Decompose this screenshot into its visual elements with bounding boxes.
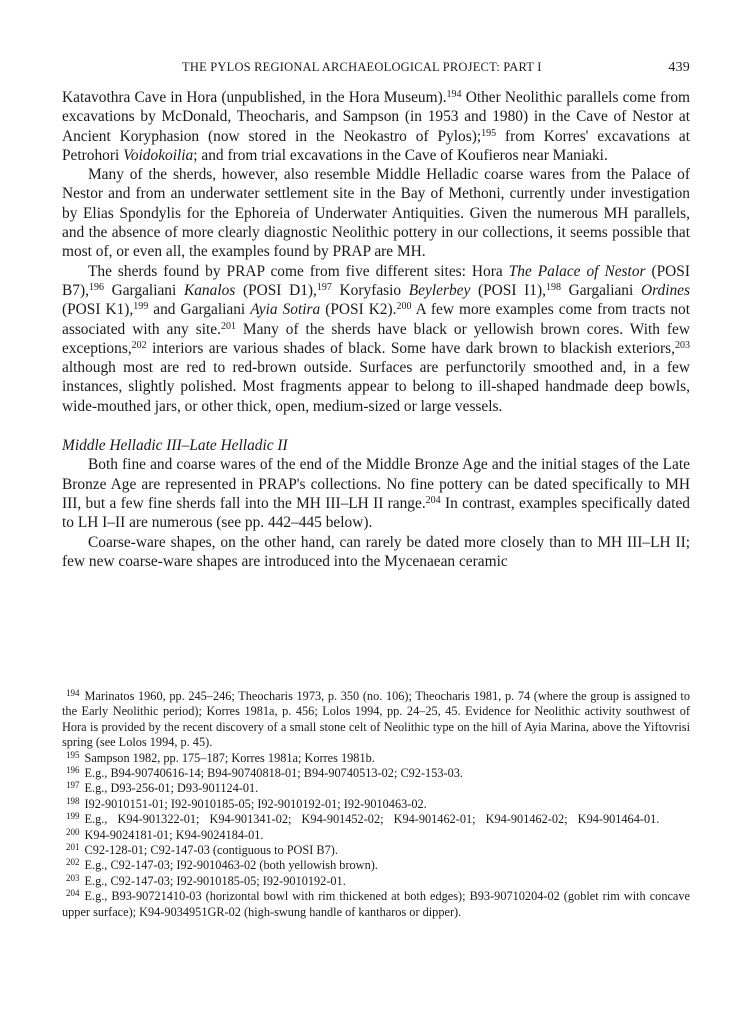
- paragraph: [62, 262, 690, 416]
- footnote-reference: 201: [220, 320, 236, 332]
- footnote-201: [62, 843, 690, 858]
- footnote-text: I92-9010151-01; I92-9010185-05; I92-9010192-01; I92-9010463-02.: [84, 796, 427, 811]
- text-run: Coarse-ware shapes, on the other hand, can rarely be dated more closely than to MH III–LH II; few new coarse-ware shapes are introduced into the Mycenaean ceramic: [62, 533, 690, 570]
- text-run: ; and from trial excavations in the Cave of Koufieros near Maniaki.: [193, 146, 608, 164]
- footnote-number: 194: [66, 688, 80, 698]
- footnote-number: 203: [66, 872, 80, 883]
- footnotes: [62, 689, 690, 920]
- text-run: Many of the sherds, however, also resemble Middle Helladic coarse wares from the Palace of Nestor and from an underwater settlement site in the Bay of Methoni, currently under investigation by Elias Spondylis for the Ephoreia of Underwater Antiquities. Given the numerous MH parallels, and the absence of more clearly diagnostic Neolithic pottery in our collections, it seems possible that most of, or even all, the examples found by PRAP are MH.: [62, 166, 690, 261]
- running-header: [62, 60, 690, 80]
- footnote-text: Marinatos 1960, pp. 245–246; Theocharis 1973, p. 350 (no. 106); Theocharis 1981, p. 74 (where the group is assigned to the Early Neolithic period); Korres 1981a, p. 456; Lolos 1994, pp. 24–25, 45. Evidence for Neolithic activity southwest of Hora is provided by the recent discovery of a small stone celt of Neolithic type on the hill of Ayia Marina, above the Yiftovrisi spring (see Lolos 1994, p. 45).: [62, 689, 690, 750]
- footnote-number: 202: [66, 857, 80, 868]
- text-run: Koryfasio: [331, 281, 409, 299]
- footnote-number: 199: [66, 811, 80, 822]
- footnote-202: [62, 858, 690, 873]
- footnote-198: [62, 797, 690, 812]
- italic-term: Voidokoilia: [123, 146, 194, 164]
- footnote-text: Sampson 1982, pp. 175–187; Korres 1981a; Korres 1981b.: [84, 750, 375, 765]
- text-run: A few more examples come from tracts not associated with any site.: [62, 301, 690, 338]
- footnote-text: E.g., B93-90721410-03 (horizontal bowl with rim thickened at both edges); B93-90710204-02 (goblet rim with concave upper surface); K94-9034951GR-02 (high-swung handle of kantharos or dipper).: [62, 889, 690, 919]
- paragraph: [62, 455, 690, 532]
- footnote-196: [62, 766, 690, 781]
- footnote-text: K94-9024181-01; K94-9024184-01.: [84, 827, 264, 842]
- footnote-number: 201: [66, 842, 80, 853]
- footnote-reference: 194: [446, 89, 462, 100]
- footnote-reference: 203: [675, 339, 690, 351]
- main-text: [62, 88, 690, 571]
- text-run: Other Neolithic parallels come from excavations by McDonald, Theocharis, and Sampson (in 1953 and 1980) in the Cave of Nestor at Ancient Koryphasion (now stored in the Neokastro of Pylos);: [62, 89, 690, 145]
- paragraph: [62, 88, 690, 165]
- footnote-reference: 199: [133, 301, 149, 313]
- footnote-reference: 204: [425, 494, 441, 506]
- italic-term: The Palace of Nestor: [508, 262, 646, 280]
- text-run: interiors are various shades of black. Some have dark brown to blackish exteriors,: [146, 339, 675, 357]
- footnote-number: 204: [66, 888, 80, 899]
- paragraph-group-1: [62, 88, 690, 416]
- footnote-204: [62, 889, 690, 920]
- footnote-197: [62, 781, 690, 796]
- footnote-number: 196: [66, 765, 80, 776]
- footnote-reference: 200: [396, 301, 412, 313]
- text-run: Gargaliani: [103, 281, 184, 299]
- footnote-text: C92-128-01; C92-147-03 (contiguous to POSI B7).: [84, 843, 338, 858]
- text-run: (POSI K2).: [320, 301, 397, 319]
- italic-term: Kanalos: [183, 281, 236, 299]
- footnote-text: E.g., K94-901322-01; K94-901341-02; K94-901452-02; K94-901462-01; K94-901462-02; K94-901464-01.: [84, 812, 660, 827]
- footnote-text: E.g., B94-90740616-14; B94-90740818-01; B94-90740513-02; C92-153-03.: [84, 766, 463, 781]
- footnote-text: E.g., C92-147-03; I92-9010463-02 (both yellowish brown).: [84, 858, 378, 873]
- text-run: (POSI B7),: [62, 262, 690, 299]
- text-run: Both fine and coarse wares of the end of the Middle Bronze Age and the initial stages of the Late Bronze Age are represented in PRAP's collections. No fine pottery can be dated specifically to MH III, but a few fine sherds fall into the MH III–LH II range.: [62, 456, 690, 512]
- footnote-reference: 196: [88, 281, 104, 293]
- footnote-194: [62, 689, 690, 751]
- italic-term: Ordines: [640, 281, 690, 299]
- paragraph-group-2: [62, 455, 690, 571]
- footnote-reference: 197: [316, 281, 332, 293]
- text-run: In contrast, examples specifically dated to LH I–II are numerous (see pp. 442–445 below).: [62, 494, 690, 532]
- footnote-text: E.g., D93-256-01; D93-901124-01.: [84, 781, 259, 796]
- running-head-title: THE PYLOS REGIONAL ARCHAEOLOGICAL PROJECT: PART I: [182, 60, 542, 74]
- text-run: from Korres' excavations at Petrohori: [62, 127, 690, 164]
- footnote-number: 197: [66, 780, 80, 791]
- footnote-number: 198: [66, 795, 80, 806]
- text-run: (POSI I1),: [470, 281, 546, 299]
- text-run: Katavothra Cave in Hora (unpublished, in the Hora Museum).: [62, 89, 447, 106]
- footnote-200: [62, 828, 690, 843]
- text-run: The sherds found by PRAP come from five different sites: Hora: [88, 262, 509, 280]
- paragraph: [62, 165, 690, 261]
- page-number: 439: [668, 60, 690, 75]
- section-heading: Middle Helladic III–Late Helladic II: [62, 437, 288, 455]
- text-run: (POSI K1),: [62, 301, 134, 319]
- text-run: Gargaliani: [560, 281, 641, 299]
- text-run: and Gargaliani: [148, 301, 251, 319]
- footnote-text: E.g., C92-147-03; I92-9010185-05; I92-9010192-01.: [84, 873, 346, 888]
- footnote-number: 195: [66, 749, 80, 760]
- footnote-reference: 202: [131, 339, 147, 351]
- footnote-195: [62, 751, 690, 766]
- italic-term: Ayia Sotira: [250, 301, 321, 319]
- footnote-number: 200: [66, 826, 80, 837]
- footnote-199: [62, 812, 690, 827]
- text-run: although most are red to red-brown outside. Surfaces are perfunctorily smoothed and, in a few instances, slightly polished. Most fragments appear to belong to ill-shaped handmade deep bowls, wide-mouthed jars, or other thick, open, medium-sized or large vessels.: [62, 359, 690, 415]
- footnote-203: [62, 874, 690, 889]
- italic-term: Beylerbey: [408, 281, 471, 299]
- paragraph: [62, 533, 690, 572]
- text-run: Many of the sherds have black or yellowish brown cores. With few exceptions,: [62, 320, 690, 357]
- footnote-reference: 195: [481, 127, 497, 139]
- text-run: (POSI D1),: [235, 281, 317, 299]
- footnote-reference: 198: [545, 281, 561, 293]
